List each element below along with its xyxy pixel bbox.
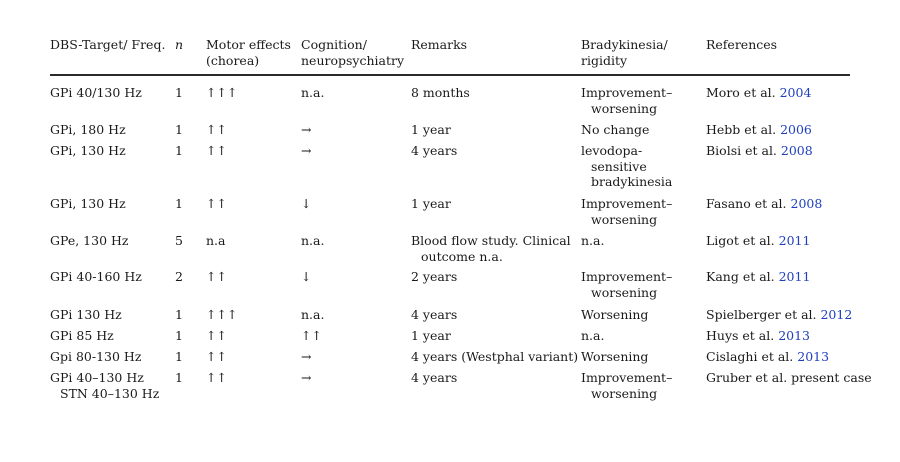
cell-reference: Gruber et al. present case	[706, 370, 872, 385]
cell-cognition: ↓	[301, 196, 312, 211]
cell-brady: Improvement– worsening	[581, 196, 673, 227]
cell-cognition: n.a.	[301, 307, 325, 322]
cell-motor: ↑↑	[206, 328, 227, 343]
cell-remarks: 4 years	[411, 307, 458, 322]
reference-year-link[interactable]: 2011	[778, 233, 811, 248]
cell-reference: Biolsi et al. 2008	[706, 143, 813, 158]
cell-motor: n.a	[206, 233, 226, 248]
cell-cognition: n.a.	[301, 233, 325, 248]
cell-n: 2	[175, 269, 183, 284]
cell-reference: Kang et al. 2011	[706, 269, 811, 284]
cell-n: 1	[175, 370, 183, 385]
cell-brady: n.a.	[581, 233, 605, 248]
cell-target: GPi 85 Hz	[50, 328, 114, 343]
cell-cognition: →	[301, 143, 312, 158]
cell-motor: ↑↑↑	[206, 85, 238, 100]
cell-n: 1	[175, 122, 183, 137]
header-target: DBS-Target/ Freq.	[50, 37, 166, 52]
cell-target: GPi 40-160 Hz	[50, 269, 142, 284]
cell-cognition: ↓	[301, 269, 312, 284]
cell-brady: Improvement– worsening	[581, 370, 673, 401]
cell-brady: Improvement– worsening	[581, 85, 673, 116]
cell-reference: Moro et al. 2004	[706, 85, 812, 100]
cell-cognition: →	[301, 122, 312, 137]
cell-brady: Improvement– worsening	[581, 269, 673, 300]
cell-motor: ↑↑	[206, 349, 227, 364]
cell-n: 1	[175, 328, 183, 343]
cell-remarks: 1 year	[411, 122, 451, 137]
cell-target: GPi 130 Hz	[50, 307, 122, 322]
header-cognition: Cognition/ neuropsychiatry	[301, 37, 405, 68]
cell-remarks: 4 years	[411, 370, 458, 385]
cell-remarks: Blood flow study. Clinical outcome n.a.	[411, 233, 571, 264]
table-header	[50, 37, 850, 74]
cell-n: 1	[175, 85, 183, 100]
cell-remarks: 1 year	[411, 328, 451, 343]
cell-cognition: →	[301, 349, 312, 364]
cell-brady: Worsening	[581, 349, 649, 364]
cell-reference: Ligot et al. 2011	[706, 233, 811, 248]
reference-year-link[interactable]: 2008	[780, 143, 813, 158]
cell-motor: ↑↑	[206, 196, 227, 211]
reference-year-link[interactable]: 2004	[779, 85, 812, 100]
cell-target: GPi, 130 Hz	[50, 196, 126, 211]
cell-reference: Fasano et al. 2008	[706, 196, 823, 211]
reference-year-link[interactable]: 2006	[780, 122, 812, 137]
cell-target: GPi, 130 Hz	[50, 143, 126, 158]
header-rule	[50, 74, 850, 76]
reference-year-link[interactable]: 2013	[797, 349, 830, 364]
cell-motor: ↑↑↑	[206, 307, 238, 322]
cell-remarks: 4 years	[411, 143, 458, 158]
header-n: n	[175, 37, 184, 52]
header-references: References	[706, 37, 778, 52]
cell-target: GPi 40/130 Hz	[50, 85, 142, 100]
cell-reference: Cislaghi et al. 2013	[706, 349, 830, 364]
cell-reference: Huys et al. 2013	[706, 328, 811, 343]
dbs-table	[50, 37, 872, 401]
cell-n: 1	[175, 196, 183, 211]
cell-target: Gpi 80-130 Hz	[50, 349, 142, 364]
cell-n: 1	[175, 349, 183, 364]
cell-brady: n.a.	[581, 328, 605, 343]
cell-motor: ↑↑	[206, 122, 227, 137]
cell-remarks: 8 months	[411, 85, 470, 100]
cell-motor: ↑↑	[206, 370, 227, 385]
cell-motor: ↑↑	[206, 269, 227, 284]
cell-remarks: 2 years	[411, 269, 458, 284]
cell-brady: levodopa- sensitive bradykinesia	[581, 143, 673, 189]
cell-cognition: →	[301, 370, 312, 385]
cell-n: 1	[175, 307, 183, 322]
cell-target: GPe, 130 Hz	[50, 233, 129, 248]
cell-n: 5	[175, 233, 183, 248]
header-motor: Motor effects (chorea)	[206, 37, 291, 68]
cell-n: 1	[175, 143, 183, 158]
cell-brady: No change	[581, 122, 650, 137]
cell-target: GPi, 180 Hz	[50, 122, 126, 137]
reference-year-link[interactable]: 2012	[820, 307, 853, 322]
header-remarks: Remarks	[411, 37, 468, 52]
cell-cognition: ↑↑	[301, 328, 322, 343]
header-brady: Bradykinesia/ rigidity	[581, 37, 668, 68]
cell-remarks: 1 year	[411, 196, 451, 211]
cell-reference: Spielberger et al. 2012	[706, 307, 853, 322]
cell-target: GPi 40–130 Hz STN 40–130 Hz	[50, 370, 160, 401]
reference-year-link[interactable]: 2008	[790, 196, 823, 211]
cell-reference: Hebb et al. 2006	[706, 122, 812, 137]
reference-year-link[interactable]: 2011	[778, 269, 811, 284]
cell-motor: ↑↑	[206, 143, 227, 158]
cell-remarks: 4 years (Westphal variant)	[411, 349, 579, 364]
reference-year-link[interactable]: 2013	[778, 328, 811, 343]
cell-brady: Worsening	[581, 307, 649, 322]
cell-cognition: n.a.	[301, 85, 325, 100]
